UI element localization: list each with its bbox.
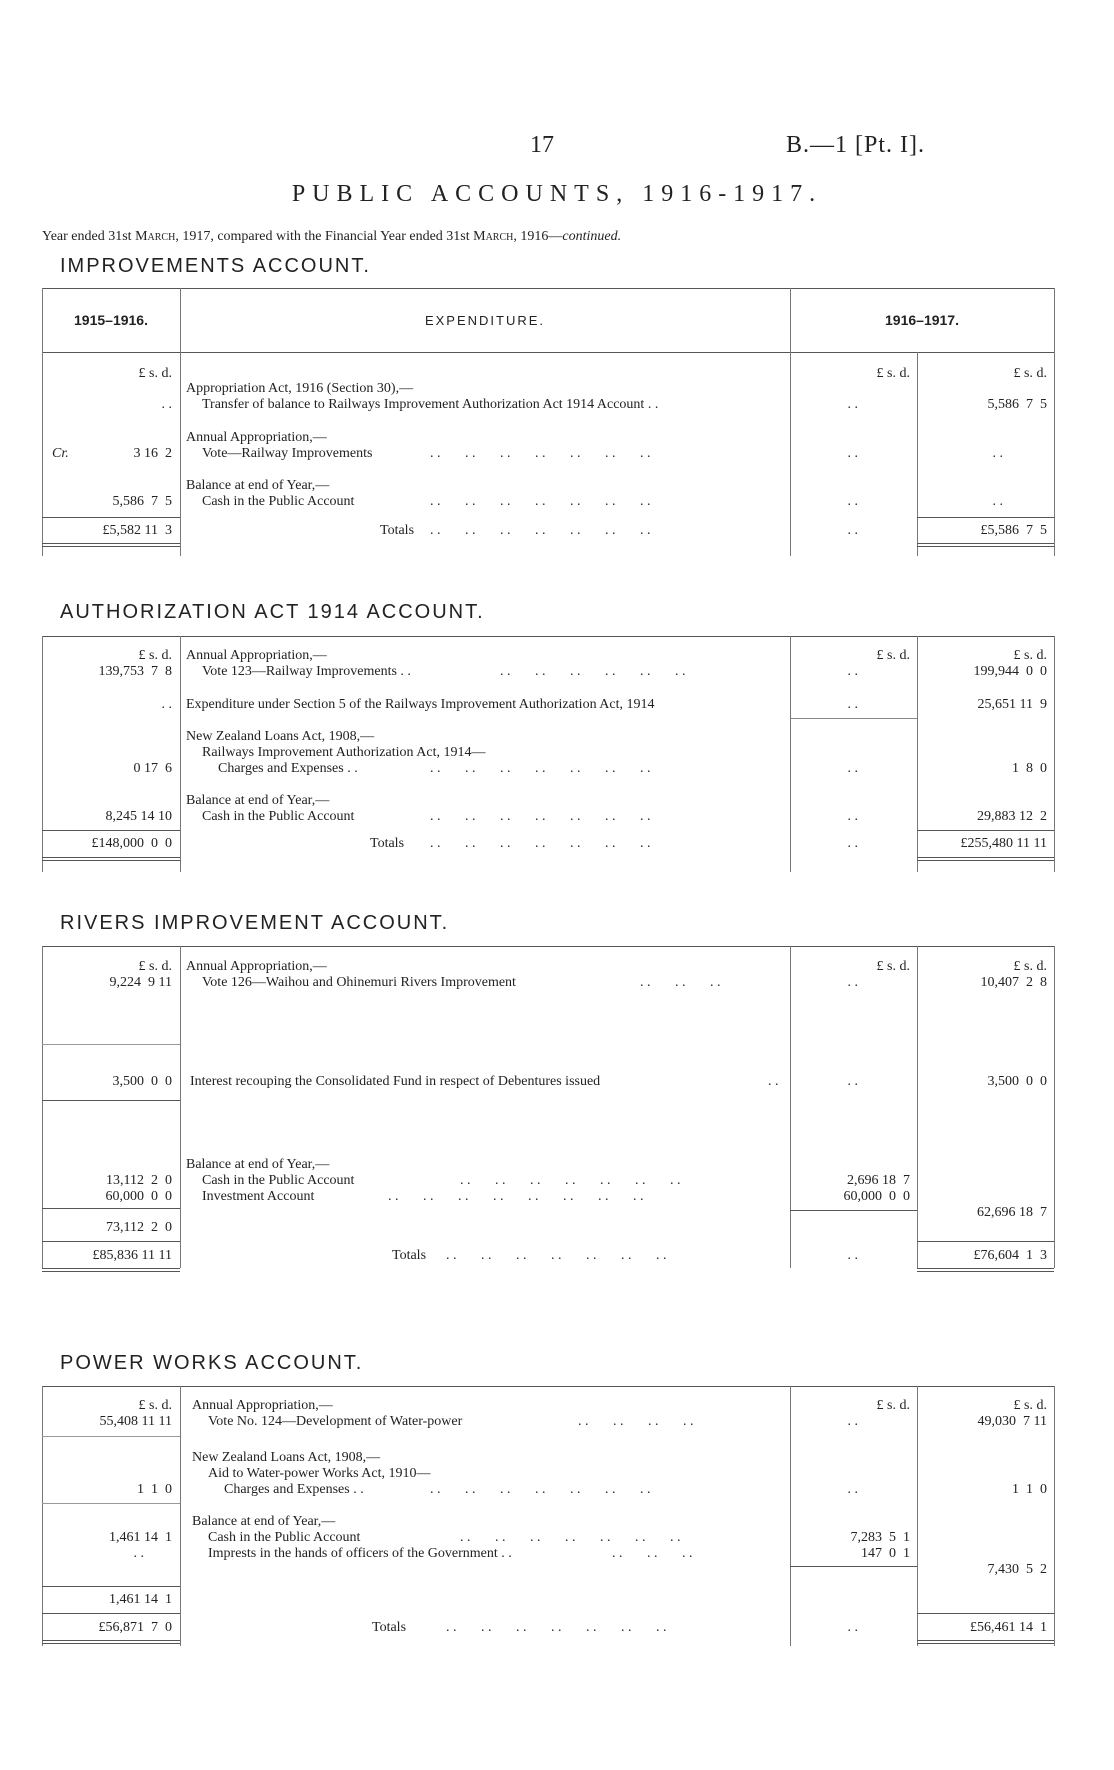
- row-label: Vote 126—Waihou and Ohinemuri Rivers Improvement: [202, 975, 516, 990]
- lsd-header-cur: £ s. d.: [1013, 366, 1047, 381]
- cell-prev: 3 16 2: [133, 446, 172, 461]
- row-label: Transfer of balance to Railways Improvement Authorization Act 1914 Account . .: [202, 397, 659, 412]
- row-heading: Annual Appropriation,—: [192, 1398, 333, 1413]
- cell-prev: . .: [133, 1546, 144, 1561]
- cell-cur: 5,586 7 5: [987, 397, 1047, 412]
- cell-prev: 13,112 2 0: [106, 1173, 172, 1188]
- cell-cur: 62,696 18 7: [977, 1205, 1047, 1220]
- cell-prev-subtotal: 1,461 14 1: [109, 1592, 172, 1607]
- leader-dots: . . . . . . . . . . . . . .: [446, 1248, 667, 1263]
- section-heading-improvements: IMPROVEMENTS ACCOUNT.: [60, 255, 371, 277]
- cell-prev: 55,408 11 11: [99, 1414, 172, 1429]
- lsd-header-prev: £ s. d.: [138, 366, 172, 381]
- lsd-header-prev: £ s. d.: [138, 1398, 172, 1413]
- section-heading-rivers: RIVERS IMPROVEMENT ACCOUNT.: [60, 912, 450, 934]
- page-subtitle: Year ended 31st March, 1917, compared with the Financial Year ended 31st March, 1916—continued.: [42, 229, 622, 244]
- row-label: Interest recouping the Consolidated Fund in respect of Debentures issued: [190, 1074, 601, 1089]
- cell-prev: . .: [161, 697, 172, 712]
- total-cur: £255,480 11 11: [960, 836, 1047, 851]
- cell-prev: 60,000 0 0: [105, 1189, 172, 1204]
- cell-cur: 3,500 0 0: [987, 1074, 1047, 1089]
- cell-mid: 2,696 18 7: [847, 1173, 910, 1188]
- row-heading: New Zealand Loans Act, 1908,—: [192, 1450, 381, 1465]
- cell-prev: 9,224 9 11: [109, 975, 172, 990]
- cell-cur: 7,430 5 2: [987, 1562, 1047, 1577]
- cell-cur: . .: [992, 494, 1003, 509]
- cell-prev: 1 1 0: [137, 1482, 172, 1497]
- leader-dots: . . . . . . . . . . . . . .: [430, 836, 651, 851]
- lsd-header-mid: £ s. d.: [876, 366, 910, 381]
- cell-mid: . .: [847, 494, 858, 509]
- leader-dots: . . . . . . . . . . . . . .: [430, 446, 651, 461]
- totals-label: Totals: [392, 1248, 427, 1263]
- row-heading: Annual Appropriation,—: [186, 430, 327, 445]
- cell-mid: . .: [847, 697, 858, 712]
- cell-prev: 8,245 14 10: [105, 809, 172, 824]
- page-number: 17: [530, 132, 554, 158]
- leader-dots: . . . . . .: [612, 1546, 693, 1561]
- row-label: Charges and Expenses . .: [224, 1482, 364, 1497]
- row-label: Imprests in the hands of officers of the Government . .: [208, 1546, 512, 1561]
- leader-dots: . . . . . . . . . . . . . .: [460, 1530, 681, 1545]
- leader-dots: . . . . . . . . . . . . . .: [430, 1482, 651, 1497]
- row-heading: Balance at end of Year,—: [186, 1157, 330, 1172]
- cell-mid: . .: [847, 1482, 858, 1497]
- row-heading: Balance at end of Year,—: [186, 793, 330, 808]
- leader-dots: . . . . . . . .: [578, 1414, 694, 1429]
- cell-cur: 29,883 12 2: [977, 809, 1047, 824]
- total-prev: £56,871 7 0: [98, 1620, 172, 1635]
- cell-cur: 10,407 2 8: [980, 975, 1047, 990]
- cell-mid: 147 0 1: [861, 1546, 910, 1561]
- leader-dots: . . . . . . . . . . . . . .: [460, 1173, 681, 1188]
- row-label: Expenditure under Section 5 of the Railways Improvement Authorization Act, 1914: [186, 697, 655, 712]
- cell-mid: 60,000 0 0: [843, 1189, 910, 1204]
- lsd-header-prev: £ s. d.: [138, 648, 172, 663]
- leader-dots: . . . . . . . . . . . . . .: [430, 761, 651, 776]
- cell-cur: 25,651 11 9: [977, 697, 1047, 712]
- cell-cur: 1 1 0: [1012, 1482, 1047, 1497]
- total-cur: £5,586 7 5: [980, 523, 1047, 538]
- section-heading-authorization: AUTHORIZATION ACT 1914 ACCOUNT.: [60, 601, 485, 623]
- page-title: PUBLIC ACCOUNTS, 1916-1917.: [291, 181, 823, 207]
- cell-prev: 5,586 7 5: [112, 494, 172, 509]
- cell-cur: . .: [992, 446, 1003, 461]
- cell-prev: 1,461 14 1: [109, 1530, 172, 1545]
- row-label: Cash in the Public Account: [208, 1530, 361, 1545]
- lsd-header-cur: £ s. d.: [1013, 648, 1047, 663]
- totals-label: Totals: [380, 523, 415, 538]
- leader-dots: . . . . . . . . . . . . . .: [430, 523, 651, 538]
- cell-prev: 139,753 7 8: [98, 664, 172, 679]
- cell-mid: . .: [847, 397, 858, 412]
- column-header-expenditure: EXPENDITURE.: [424, 313, 546, 328]
- row-heading: Annual Appropriation,—: [186, 959, 327, 974]
- total-mid: . .: [847, 523, 858, 538]
- cell-mid: . .: [847, 809, 858, 824]
- lsd-header-mid: £ s. d.: [876, 1398, 910, 1413]
- leader-dots: . . . . . . . . . . . . . .: [430, 494, 651, 509]
- totals-label: Totals: [372, 1620, 407, 1635]
- total-mid: . .: [847, 836, 858, 851]
- cell-prev: 3,500 0 0: [112, 1074, 172, 1089]
- cell-prev: . .: [161, 397, 172, 412]
- total-prev: £148,000 0 0: [91, 836, 172, 851]
- cell-prev-subtotal: 73,112 2 0: [106, 1220, 172, 1235]
- row-heading: Annual Appropriation,—: [186, 648, 327, 663]
- total-cur: £76,604 1 3: [973, 1248, 1047, 1263]
- cell-mid: . .: [847, 975, 858, 990]
- cell-prev: 0 17 6: [133, 761, 172, 776]
- lsd-header-cur: £ s. d.: [1013, 959, 1047, 974]
- cell-mid: . .: [847, 1414, 858, 1429]
- column-header-1915-1916: 1915–1916.: [74, 312, 148, 328]
- credit-prefix: Cr.: [52, 446, 69, 461]
- row-heading: Balance at end of Year,—: [186, 478, 330, 493]
- row-label: Cash in the Public Account: [202, 1173, 355, 1188]
- row-label: Vote No. 124—Development of Water-power: [208, 1414, 463, 1429]
- cell-mid: . .: [847, 761, 858, 776]
- cell-cur: 49,030 7 11: [977, 1414, 1047, 1429]
- cell-mid: . .: [847, 664, 858, 679]
- cell-mid: . .: [847, 446, 858, 461]
- cell-cur: 199,944 0 0: [973, 664, 1047, 679]
- lsd-header-prev: £ s. d.: [138, 959, 172, 974]
- section-heading-power: POWER WORKS ACCOUNT.: [60, 1352, 364, 1374]
- row-label: Investment Account: [202, 1189, 315, 1204]
- lsd-header-mid: £ s. d.: [876, 959, 910, 974]
- total-prev: £85,836 11 11: [92, 1248, 172, 1263]
- row-label: Charges and Expenses . .: [218, 761, 358, 776]
- total-mid: . .: [847, 1620, 858, 1635]
- cell-mid: 7,283 5 1: [850, 1530, 910, 1545]
- cell-mid: . .: [847, 1074, 858, 1089]
- row-subheading: Aid to Water-power Works Act, 1910—: [208, 1466, 431, 1481]
- row-label: Vote 123—Railway Improvements . .: [202, 664, 411, 679]
- row-heading: Appropriation Act, 1916 (Section 30),—: [186, 381, 414, 396]
- row-label: Cash in the Public Account: [202, 494, 355, 509]
- total-mid: . .: [847, 1248, 858, 1263]
- cell-cur: 1 8 0: [1012, 761, 1047, 776]
- row-heading: Balance at end of Year,—: [192, 1514, 336, 1529]
- leader-dots: . . . . . . . . . . . .: [500, 664, 686, 679]
- lsd-header-mid: £ s. d.: [876, 648, 910, 663]
- leader-dots: . . . . . . . . . . . . . . . .: [388, 1189, 644, 1204]
- leader-dots: . . . . . .: [640, 975, 721, 990]
- row-heading: New Zealand Loans Act, 1908,—: [186, 729, 375, 744]
- leader-dots: . . . . . . . . . . . . . .: [430, 809, 651, 824]
- column-header-1916-1917: 1916–1917.: [885, 312, 959, 328]
- total-cur: £56,461 14 1: [970, 1620, 1047, 1635]
- leader-dots: . . . . . . . . . . . . . .: [446, 1620, 667, 1635]
- total-prev: £5,582 11 3: [102, 523, 172, 538]
- leader-dots: . .: [768, 1074, 779, 1089]
- document-reference: B.—1 [Pt. I].: [786, 132, 925, 158]
- row-label: Vote—Railway Improvements: [202, 446, 373, 461]
- totals-label: Totals: [370, 836, 405, 851]
- lsd-header-cur: £ s. d.: [1013, 1398, 1047, 1413]
- row-subheading: Railways Improvement Authorization Act, 1914—: [202, 745, 486, 760]
- row-label: Cash in the Public Account: [202, 809, 355, 824]
